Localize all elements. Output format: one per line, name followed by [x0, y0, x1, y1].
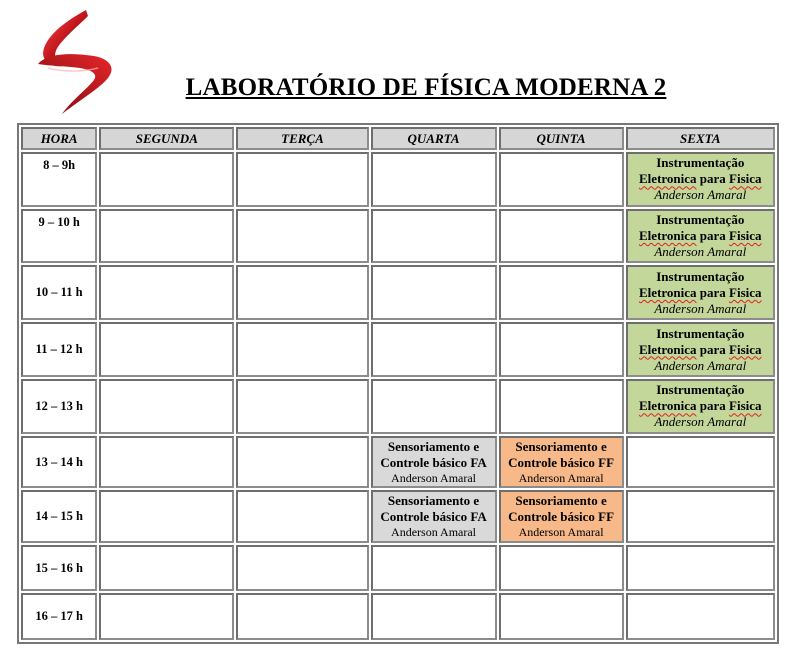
empty-cell	[626, 545, 775, 591]
empty-cell	[371, 322, 497, 377]
course-title-word: Eletronica	[639, 228, 697, 244]
table-row	[21, 545, 775, 591]
empty-cell	[371, 152, 497, 207]
table-row	[21, 152, 775, 207]
course-title-word: Eletronica	[639, 341, 697, 357]
empty-cell	[99, 436, 234, 489]
empty-cell	[99, 490, 234, 543]
course-cell-sensoriamento-fa	[371, 436, 497, 489]
col-header-sexta: SEXTA	[626, 127, 775, 150]
empty-cell	[499, 265, 624, 320]
col-header-quinta: QUINTA	[499, 127, 624, 150]
empty-cell	[371, 379, 497, 434]
table-row	[21, 490, 775, 543]
course-title-word: para	[699, 228, 726, 244]
hour-cell: 14 – 15 h	[21, 490, 97, 543]
course-title-word: Fisica	[729, 228, 762, 244]
col-header-terca: TERÇA	[236, 127, 368, 150]
course-title-line2: Controle básico FA	[380, 454, 487, 470]
empty-cell	[499, 379, 624, 434]
empty-cell	[499, 593, 624, 640]
empty-cell	[236, 436, 368, 489]
empty-cell	[371, 265, 497, 320]
hour-cell: 13 – 14 h	[21, 436, 97, 489]
empty-cell	[99, 265, 234, 320]
course-title-line1: Instrumentação	[656, 212, 745, 228]
empty-cell	[99, 152, 234, 207]
table-row	[21, 379, 775, 434]
course-cell-instrumentacao	[626, 152, 775, 207]
empty-cell	[236, 322, 368, 377]
empty-cell	[236, 593, 368, 640]
course-title-word: para	[699, 284, 726, 300]
course-title-line2: Controle básico FA	[380, 509, 487, 525]
course-title-line1: Sensoriamento e	[387, 493, 480, 509]
course-title-word: para	[699, 171, 726, 187]
course-professor: Anderson Amaral	[654, 414, 747, 430]
course-title-line1: Instrumentação	[656, 155, 745, 171]
course-professor: Anderson Amaral	[654, 300, 747, 316]
course-professor: Anderson Amaral	[391, 525, 477, 540]
col-header-segunda: SEGUNDA	[99, 127, 234, 150]
course-title-word: para	[699, 398, 726, 414]
schedule-table	[17, 123, 779, 644]
course-professor: Anderson Amaral	[654, 244, 747, 260]
table-row	[21, 322, 775, 377]
empty-cell	[99, 209, 234, 264]
table-row	[21, 436, 775, 489]
course-cell-instrumentacao	[626, 209, 775, 264]
empty-cell	[236, 265, 368, 320]
course-professor: Anderson Amaral	[518, 525, 604, 540]
course-title-word: Fisica	[729, 171, 762, 187]
empty-cell	[626, 593, 775, 640]
empty-cell	[236, 209, 368, 264]
course-title-line1: Instrumentação	[656, 325, 745, 341]
empty-cell	[371, 593, 497, 640]
empty-cell	[99, 322, 234, 377]
hour-cell: 16 – 17 h	[21, 593, 97, 640]
empty-cell	[499, 322, 624, 377]
empty-cell	[99, 593, 234, 640]
course-title-word: Eletronica	[639, 398, 697, 414]
course-title-word: Eletronica	[639, 171, 697, 187]
empty-cell	[626, 490, 775, 543]
course-title-line1: Sensoriamento e	[515, 438, 607, 454]
empty-cell	[236, 379, 368, 434]
course-title-line1: Instrumentação	[656, 382, 745, 398]
empty-cell	[236, 545, 368, 591]
course-professor: Anderson Amaral	[654, 187, 747, 203]
course-title-word: para	[699, 341, 726, 357]
empty-cell	[499, 545, 624, 591]
table-row	[21, 209, 775, 264]
course-title-word: Fisica	[729, 284, 762, 300]
header-row	[21, 127, 775, 150]
course-cell-sensoriamento-fa	[371, 490, 497, 543]
empty-cell	[99, 379, 234, 434]
course-professor: Anderson Amaral	[654, 357, 747, 373]
empty-cell	[236, 152, 368, 207]
course-cell-instrumentacao	[626, 379, 775, 434]
table-row	[21, 265, 775, 320]
empty-cell	[236, 490, 368, 543]
empty-cell	[626, 436, 775, 489]
course-title-word: Fisica	[729, 398, 762, 414]
table-row	[21, 593, 775, 640]
hour-cell: 12 – 13 h	[21, 379, 97, 434]
course-title-line1: Instrumentação	[656, 268, 745, 284]
empty-cell	[99, 545, 234, 591]
course-professor: Anderson Amaral	[518, 470, 604, 485]
course-title-line2: Controle básico FF	[508, 454, 615, 470]
hour-cell: 11 – 12 h	[21, 322, 97, 377]
empty-cell	[371, 545, 497, 591]
course-title-word: Fisica	[729, 341, 762, 357]
course-title-line1: Sensoriamento e	[515, 493, 607, 509]
hour-cell: 9 – 10 h	[21, 209, 97, 264]
page-title: LABORATÓRIO DE FÍSICA MODERNA 2	[185, 74, 667, 101]
course-cell-instrumentacao	[626, 265, 775, 320]
col-header-hora: HORA	[21, 127, 97, 150]
course-title-line1: Sensoriamento e	[387, 438, 480, 454]
empty-cell	[499, 209, 624, 264]
course-cell-sensoriamento-ff	[499, 490, 624, 543]
course-title-line2: Controle básico FF	[508, 509, 615, 525]
course-professor: Anderson Amaral	[391, 470, 477, 485]
hour-cell: 15 – 16 h	[21, 545, 97, 591]
course-cell-instrumentacao	[626, 322, 775, 377]
empty-cell	[499, 152, 624, 207]
hour-cell: 10 – 11 h	[21, 265, 97, 320]
course-cell-sensoriamento-ff	[499, 436, 624, 489]
hour-cell: 8 – 9h	[21, 152, 97, 207]
course-title-word: Eletronica	[639, 284, 697, 300]
col-header-quarta: QUARTA	[371, 127, 497, 150]
empty-cell	[371, 209, 497, 264]
